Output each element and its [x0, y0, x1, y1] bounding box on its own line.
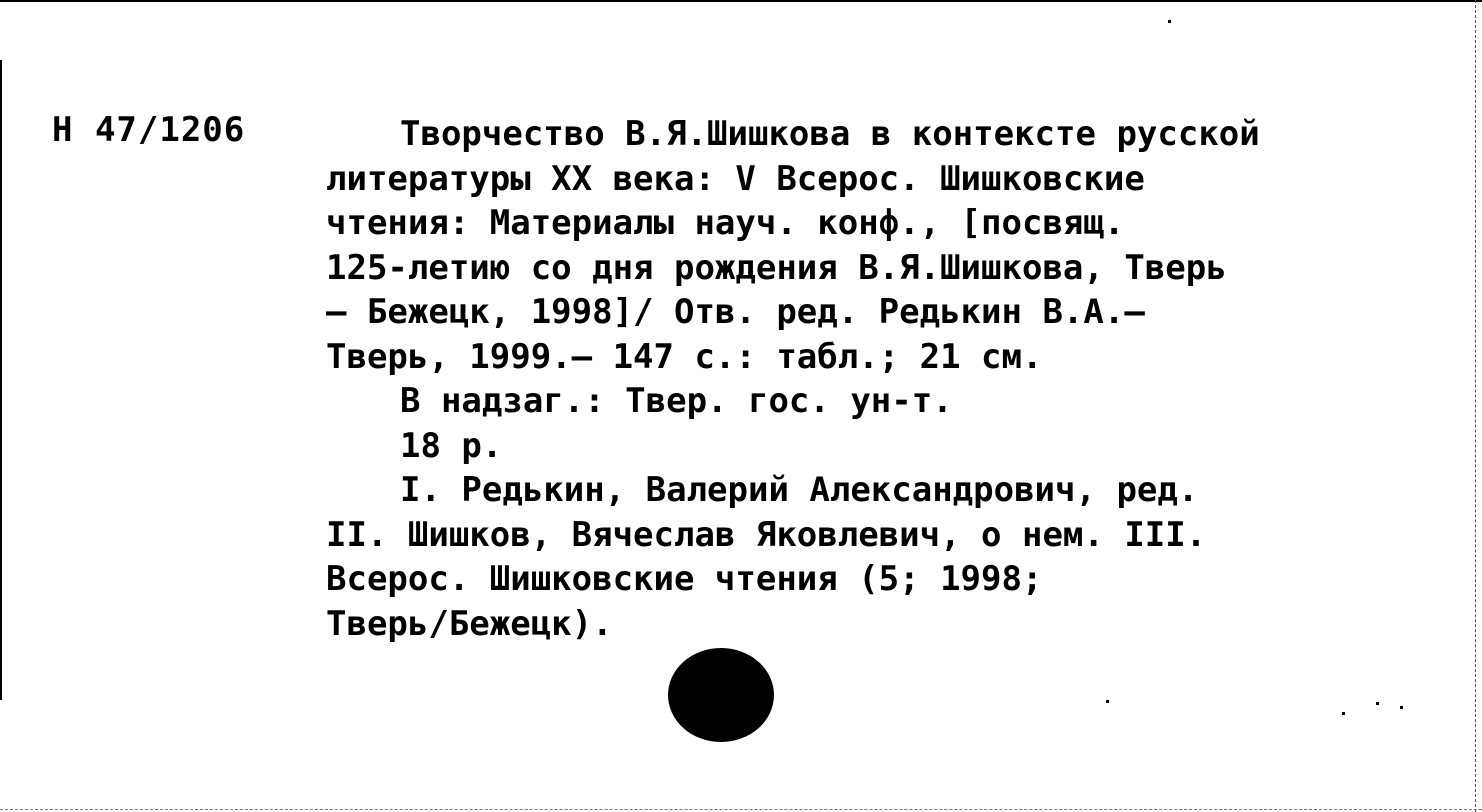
record-line-note: В надзаг.: Твер. гос. ун-т.: [400, 381, 953, 421]
card-punch-hole: [668, 648, 774, 742]
scan-speck: [1376, 702, 1379, 705]
card-edge-top: [0, 0, 1482, 2]
scan-speck: [1400, 706, 1403, 709]
record-line-tracing: Тверь/Бежецк).: [326, 603, 613, 644]
record-line-price: 18 р.: [400, 425, 503, 466]
record-line: 125-летию со дня рождения В.Я.Шишкова, Тверь: [326, 247, 1227, 288]
record-line-tracing: II. Шишков, Вячеслав Яковлевич, о нем. III.: [326, 514, 1207, 555]
shelfmark: Н 47/1206: [52, 110, 246, 150]
scan-speck: [1342, 712, 1345, 715]
record-line: литературы ХХ века: V Всерос. Шишковские: [326, 158, 1145, 199]
scan-speck: [1168, 20, 1171, 23]
scan-speck: [1106, 700, 1109, 703]
card-edge-right: [1475, 0, 1476, 812]
record-line: – Бежецк, 1998]/ Отв. ред. Редькин В.А.–: [326, 292, 1145, 332]
record-line: чтения: Материалы науч. конф., [посвящ.: [326, 203, 1125, 243]
card-edge-bottom: [0, 809, 1482, 810]
bibliographic-record: [326, 112, 1438, 646]
card-edge-left: [0, 60, 2, 700]
record-line-tracing: I. Редькин, Валерий Александрович, ред.: [400, 470, 1199, 510]
record-line-imprint: Тверь, 1999.– 147 с.: табл.; 21 см.: [326, 336, 1043, 377]
record-line-tracing: Всерос. Шишковские чтения (5; 1998;: [326, 559, 1043, 599]
record-line-title: Творчество В.Я.Шишкова в контексте русской: [400, 114, 1260, 154]
